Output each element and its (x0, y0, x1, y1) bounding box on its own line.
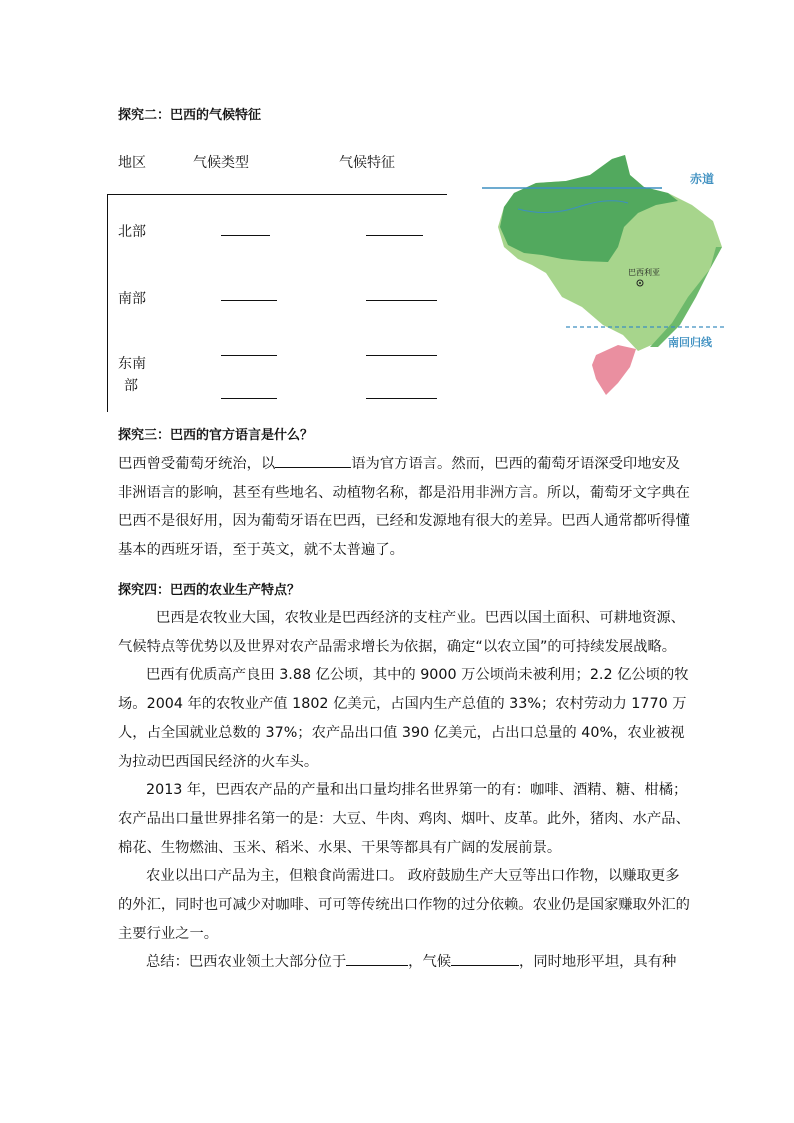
summary-climate-blank[interactable] (451, 951, 519, 966)
southeast-feature-blank-2[interactable] (366, 398, 437, 399)
south-feature-blank[interactable] (366, 300, 437, 301)
north-feature-blank[interactable] (366, 235, 423, 236)
table-top-rule (107, 194, 447, 195)
summary-location-blank[interactable] (346, 951, 408, 966)
equator-label: 赤道 (690, 172, 715, 186)
brazil-climate-map (478, 147, 730, 402)
southeast-type-blank-2[interactable] (221, 398, 277, 399)
capital-label: 巴西利亚 (628, 268, 660, 277)
section3-line-1: 巴西曾受葡萄牙统治，以 语为官方语言。然而，巴西的葡萄牙语深受印地安及 (118, 450, 693, 479)
section4-body (118, 604, 693, 977)
south-type-blank[interactable] (221, 300, 277, 301)
section4-paragraph-3: 2013 年，巴西农产品的产量和出口量均排名世界第一的有：咖啡、酒精、糖、柑橘；农产品出口量世界排名第一的是：大豆、牛肉、鸡肉、烟叶、皮革。此外，猪肉、水产品、棉花、生物燃油、玉米、稻米、水果、干果等都具有广阔的发展前景。 (118, 782, 690, 856)
table-left-rule (107, 194, 108, 412)
header-climate-feature: 气候特征 (339, 155, 395, 171)
header-climate-type: 气候类型 (193, 155, 249, 171)
section3-title: 探究三：巴西的官方语言是什么？ (118, 428, 314, 443)
official-language-blank[interactable] (275, 453, 351, 468)
row-label-southeast-cont: 部 (124, 378, 138, 394)
row-label-south: 南部 (118, 291, 146, 307)
southeast-feature-blank-1[interactable] (366, 355, 437, 356)
section3-line-4: 基本的西班牙语，至于英文，就不太普遍了。 (118, 542, 404, 559)
section4-title: 探究四：巴西的农业生产特点？ (118, 583, 301, 598)
southeast-type-blank-1[interactable] (221, 355, 277, 356)
section4-paragraph-1: 巴西是农牧业大国，农牧业是巴西经济的支柱产业。巴西以国土面积、可耕地资源、气候特点等优势以及世界对农产品需求增长为依据，确定“以农立国”的可持续发展战略。 (118, 610, 685, 655)
tropic-label: 南回归线 (668, 336, 712, 349)
section3-body (118, 450, 693, 565)
section4-paragraph-2: 巴西有优质高产良田 3.88 亿公顷，其中的 9000 万公顷尚未被利用；2.2 亿公顷的牧场。2004 年的农牧业产值 1802 亿美元，占国内生产总值的 33%；农村劳动力 1770 万人，占全国就业总数的 37%；农产品出口值 390 亿美元，占出口总量的 40%，农业被视为拉动巴西国民经济的火车头。 (118, 667, 689, 770)
north-type-blank[interactable] (221, 235, 270, 236)
row-label-southeast: 东南 (118, 356, 146, 372)
section3-line-3: 巴西不是很好用，因为葡萄牙语在巴西，已经和发源地有很大的差异。巴西人通常都听得懂 (118, 513, 690, 530)
map-subtropical-region (592, 345, 636, 395)
row-label-north: 北部 (118, 224, 146, 240)
section2-title: 探究二：巴西的气候特征 (118, 108, 262, 123)
section3-line-2: 非洲语言的影响，甚至有些地名、动植物名称，都是沿用非洲方言。所以，葡萄牙文字典在 (118, 484, 690, 501)
header-region: 地区 (118, 155, 146, 171)
section4-paragraph-4: 农业以出口产品为主，但粮食尚需进口。 政府鼓励生产大豆等出口作物，以赚取更多的外汇，同时也可减少对咖啡、可可等传统出口作物的过分依赖。农业仍是国家赚取外汇的主要行业之一。 (118, 868, 690, 942)
section4-summary: 总结：巴西农业领土大部分位于 ，气候 ，同时地形平坦，具有种 (118, 948, 693, 977)
